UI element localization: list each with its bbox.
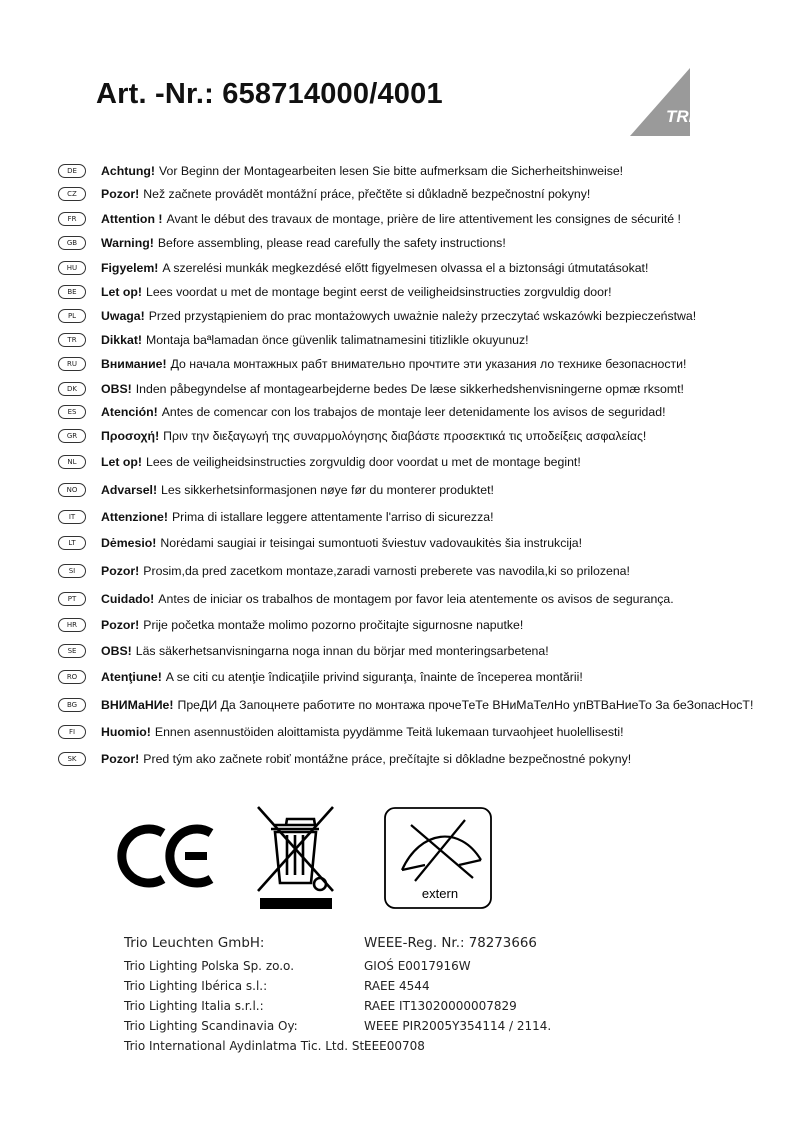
weee-crossed-bin-icon (258, 807, 333, 909)
warning-text: Ennen asennustöiden aloittamista pyydämme Teitä lukemaan turvaohjeet huolellisesti! (154, 725, 624, 739)
trio-logo-text: TRIO (666, 107, 707, 126)
warning-keyword: Attenzione! (101, 510, 168, 524)
warning-keyword: ВНИМаНИе! (101, 698, 174, 712)
company-name: Trio Lighting Ibérica s.l.: (124, 979, 268, 993)
language-code-badge: ES (58, 405, 86, 419)
warning-row-de (58, 162, 623, 180)
warning-row-fi (58, 723, 624, 741)
language-code-badge: LT (58, 536, 86, 550)
warning-row-fr (58, 210, 681, 228)
language-code-badge: BG (58, 698, 86, 712)
warning-keyword: Advarsel! (101, 483, 158, 497)
warning-keyword: Warning! (101, 236, 154, 250)
extern-transformer-icon (385, 808, 491, 908)
warning-keyword: Atenţiune! (101, 670, 162, 684)
warning-keyword: Let op! (101, 285, 142, 299)
warning-keyword: Cuidado! (101, 592, 155, 606)
warning-row-bg (58, 696, 753, 714)
warning-row-nl (58, 453, 581, 471)
warning-keyword: Pozor! (101, 187, 140, 201)
language-code-badge: DE (58, 164, 86, 178)
warning-row-sk (58, 750, 631, 768)
warning-text: Before assembling, please read carefully the safety instructions! (157, 236, 506, 250)
warning-keyword: Προσοχή! (101, 429, 160, 443)
registration-number: RAEE 4544 (364, 979, 430, 993)
warning-text: Inden påbegyndelse af montagearbejderne bedes De læse sikkerhedshenvisningerne opmæ rksomt! (135, 382, 684, 396)
warning-text: Pred tým ako začnete robiť montážne práce, prečítajte si dôkladne bezpečnostné pokyny! (143, 752, 632, 766)
language-code-badge: SI (58, 564, 86, 578)
company-name: Trio Lighting Italia s.r.l.: (124, 999, 264, 1013)
warning-keyword: Pozor! (101, 564, 140, 578)
language-code-badge: NL (58, 455, 86, 469)
language-code-badge: NO (58, 483, 86, 497)
warning-text: Przed przystąpieniem do prac montażowych uważnie należy przeczytać wskazówki bezpieczeństwa! (148, 309, 697, 323)
warning-text: До начала монтажных рабт внимательно прочтите эти указания ло технике безопасности! (170, 357, 687, 371)
warning-keyword: Attention ! (101, 212, 163, 226)
language-code-badge: HU (58, 261, 86, 275)
ce-mark (122, 829, 211, 883)
warning-keyword: Dikkat! (101, 333, 143, 347)
warning-row-gr (58, 427, 646, 445)
company-name: Trio Leuchten GmbH: (124, 936, 265, 951)
language-code-badge: SK (58, 752, 86, 766)
language-code-badge: CZ (58, 187, 86, 201)
warning-keyword: Achtung! (101, 164, 155, 178)
registration-number: RAEE IT13020000007829 (364, 999, 517, 1013)
language-code-badge: BE (58, 285, 86, 299)
extern-label: extern (421, 886, 459, 901)
language-code-badge: FR (58, 212, 86, 226)
language-code-badge: RO (58, 670, 86, 684)
warning-row-hu (58, 259, 648, 277)
warning-text: ПреДИ Да Запоцнете работите по монтажа прочеТеТе ВНиМаТелНо упВТВаНиеТо За беЗопасНосТ! (177, 698, 754, 712)
warning-text: Prije početka montaže molimo pozorno pročitajte sigurnosne naputke! (143, 618, 524, 632)
warning-text: Prosim,da pred zacetkom montaze,zaradi varnosti preberete vas navodila,ki so prilozena! (143, 564, 630, 578)
language-code-badge: PT (58, 592, 86, 606)
warning-keyword: Внимание! (101, 357, 167, 371)
warning-text: Norėdami saugiai ir teisingai sumontuoti šviestuv vadovaukitės šia instrukcija! (160, 536, 583, 550)
warning-keyword: Pozor! (101, 752, 140, 766)
language-code-badge: SE (58, 644, 86, 658)
warning-text: Avant le début des travaux de montage, prière de lire attentivement les consignes de sécurité ! (166, 212, 681, 226)
language-code-badge: GR (58, 429, 86, 443)
warning-text: Prima di istallare leggere attentamente l'arriso di sicurezza! (171, 510, 494, 524)
registration-number: GIOŚ E0017916W (364, 959, 471, 973)
warning-row-no (58, 481, 494, 499)
registration-number: WEEE PIR2005Y354114 / 2114. (364, 1019, 552, 1033)
warning-keyword: Dėmesio! (101, 536, 157, 550)
warning-keyword: Uwaga! (101, 309, 145, 323)
warning-row-gb (58, 234, 506, 252)
warning-row-pl (58, 307, 696, 325)
warning-text: Vor Beginn der Montagearbeiten lesen Sie bitte aufmerksam die Sicherheitshinweise! (158, 164, 624, 178)
warning-row-hr (58, 616, 523, 634)
warning-text: Montaja baªlamadan önce güvenlik talimatnamesini titizlikle okuyunuz! (146, 333, 529, 347)
registration-number: EEE00708 (364, 1039, 425, 1053)
warning-row-se (58, 642, 549, 660)
language-code-badge: DK (58, 382, 86, 396)
warning-keyword: Let op! (101, 455, 142, 469)
warning-text: Antes de iniciar os trabalhos de montagem por favor leia atentemente os avisos de segurança. (158, 592, 674, 606)
warning-row-dk (58, 380, 684, 398)
language-code-badge: FI (58, 725, 86, 739)
warning-text: Les sikkerhetsinformasjonen nøye før du monterer produktet! (161, 483, 494, 497)
company-name: Trio Lighting Polska Sp. zo.o. (124, 959, 295, 973)
warning-text: Než začnete provádět montážní práce, přečtěte si důkladně bezpečnostní pokyny! (143, 187, 591, 201)
warning-keyword: Pozor! (101, 618, 140, 632)
warning-row-lt (58, 534, 582, 552)
warning-row-ro (58, 668, 583, 686)
language-code-badge: HR (58, 618, 86, 632)
article-number-title: Art. -Nr.: 658714000/4001 (96, 78, 443, 110)
warning-row-it (58, 508, 493, 526)
warning-row-ru (58, 355, 686, 373)
warning-keyword: Atención! (101, 405, 158, 419)
company-name: Trio International Aydinlatma Tic. Ltd. Sti. (124, 1039, 372, 1053)
warning-keyword: Huomio! (101, 725, 151, 739)
language-code-badge: GB (58, 236, 86, 250)
warning-text: A se citi cu atenţie îndicaţiile privind siguranţa, înainte de începerea montării! (165, 670, 583, 684)
warning-text: Antes de comencar con los trabajos de montaje leer detenidamente los avisos de seguridad! (161, 405, 666, 419)
warning-row-es (58, 403, 666, 421)
warning-text: Lees de veiligheidsinstructies zorgvuldig door voordat u met de montage begint! (145, 455, 581, 469)
warning-text: A szerelési munkák megkezdésé előtt figyelmesen olvassa el a biztonsági útmutatásokat! (162, 261, 649, 275)
warning-row-si (58, 562, 630, 580)
language-code-badge: IT (58, 510, 86, 524)
warning-keyword: OBS! (101, 382, 132, 396)
company-name: Trio Lighting Scandinavia Oy: (124, 1019, 298, 1033)
trio-logo (628, 68, 720, 140)
language-code-badge: RU (58, 357, 86, 371)
warning-row-tr (58, 331, 529, 349)
warning-row-cz (58, 185, 590, 203)
language-code-badge: PL (58, 309, 86, 323)
warning-keyword: Figyelem! (101, 261, 159, 275)
warning-row-be (58, 283, 612, 301)
warning-text: Lees voordat u met de montage begint eerst de veiligheidsinstructies zorgvuldig door! (145, 285, 612, 299)
compliance-marks (115, 805, 515, 915)
warning-row-pt (58, 590, 674, 608)
warning-text: Läs säkerhetsanvisningarna noga innan du börjar med monteringsarbetena! (135, 644, 549, 658)
warning-keyword: OBS! (101, 644, 132, 658)
registration-number: WEEE-Reg. Nr.: 78273666 (364, 936, 537, 951)
warning-text: Πριν την διεξαγωγή της συναρμολόγησης διαβάστε προσεκτικά τις υποδείξεις ασφαλείας! (163, 429, 647, 443)
language-code-badge: TR (58, 333, 86, 347)
